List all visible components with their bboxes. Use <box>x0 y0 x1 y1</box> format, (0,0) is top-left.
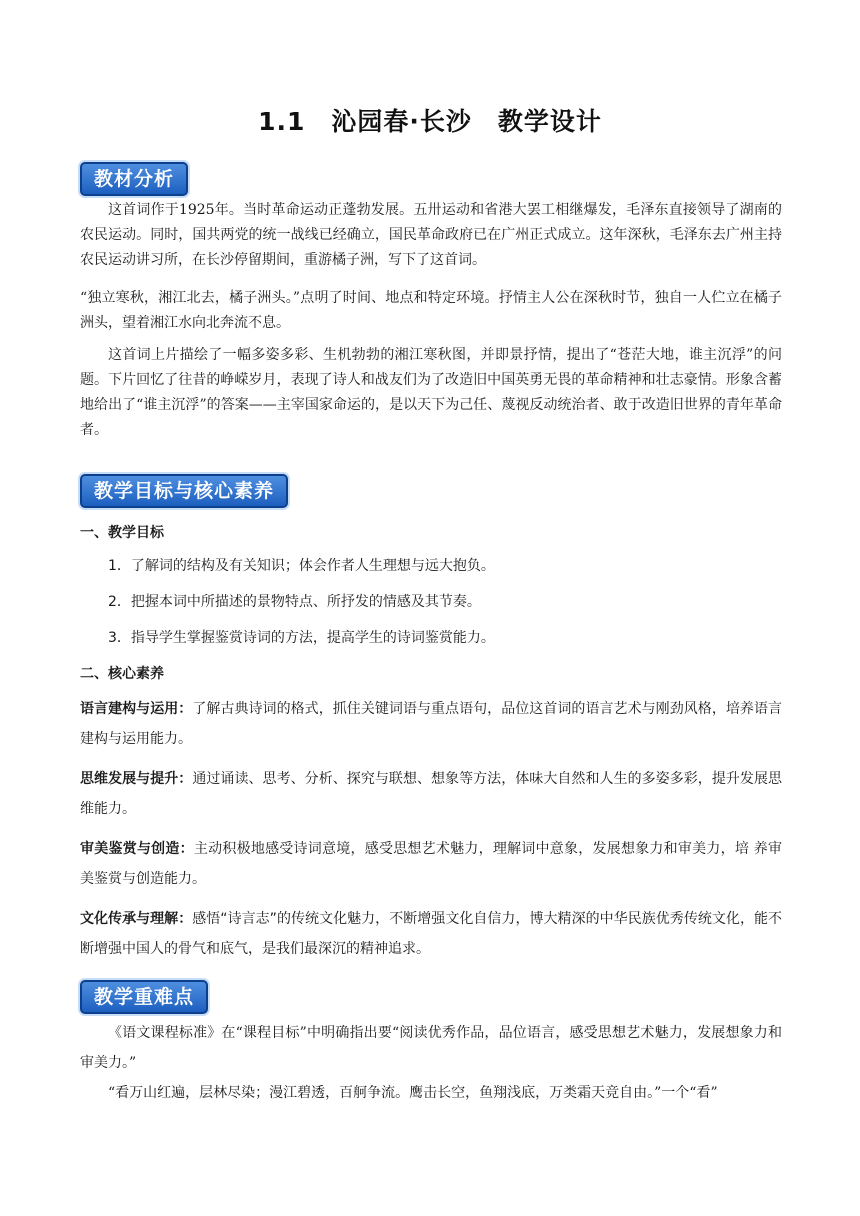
literacy-label: 审美鉴赏与创造： <box>80 841 194 857</box>
literacy-item-3 <box>80 834 782 894</box>
literacy-text: 通过诵读、思考、分析、探究与联想、想象等方法，体味大自然和人生的多姿多彩，提升发展思维能力。 <box>80 771 782 817</box>
literacy-label: 文化传承与理解： <box>80 911 193 927</box>
literacy-text: 感悟“诗言志”的传统文化魅力，不断增强文化自信力，博大精深的中华民族优秀传统文化，能不断增强中国人的骨气和底气，是我们最深沉的精神追求。 <box>80 911 783 957</box>
literacy-text: 了解古典诗词的格式，抓住关键词语与重点语句，品位这首词的语言艺术与刚劲风格，培养语言建构与运用能力。 <box>80 701 782 747</box>
analysis-paragraph-1: 这首词作于1925年。当时革命运动正蓬勃发展。五卅运动和省港大罢工相继爆发，毛泽东直接领导了湖南的农民运动。同时，国共两党的统一战线已经确立，国民革命政府已在广州正式成立。这年深秋，毛泽东去广州主持农民运动讲习所，在长沙停留期间，重游橘子洲，写下了这首词。 <box>80 202 782 268</box>
section-badge-goals: 教学目标与核心素养 <box>80 474 288 508</box>
goals-heading: 一、教学目标 <box>80 525 164 541</box>
analysis-paragraph-2: “独立寒秋，湘江北去，橘子洲头。”点明了时间、地点和特定环境。抒情主人公在深秋时节，独自一人伫立在橘子洲头，望着湘江水向北奔流不息。 <box>80 290 782 331</box>
literacy-heading: 二、核心素养 <box>80 666 164 682</box>
literacy-item-1 <box>80 694 782 754</box>
literacy-text: 主动积极地感受诗词意境，感受思想艺术魅力，理解词中意象，发展想象力和审美力，培 养审美鉴赏与创造能力。 <box>80 841 783 887</box>
literacy-item-4 <box>80 904 782 964</box>
goal-item-3: 3．指导学生掌握鉴赏诗词的方法，提高学生的诗词鉴赏能力。 <box>108 630 495 646</box>
section-badge-analysis: 教材分析 <box>80 162 188 196</box>
analysis-paragraph-3: 这首词上片描绘了一幅多姿多彩、生机勃勃的湘江寒秋图，并即景抒情，提出了“苍茫大地，谁主沉浮”的问题。下片回忆了往昔的峥嵘岁月，表现了诗人和战友们为了改造旧中国英勇无畏的革命精神和壮志豪情。形象含蓄地给出了“谁主沉浮”的答案——主宰国家命运的，是以天下为己任、蔑视反动统治者、敢于改造旧世界的青年革命者。 <box>80 347 782 438</box>
section-badge-key-points: 教学重难点 <box>80 980 208 1014</box>
literacy-label: 思维发展与提升： <box>80 771 193 787</box>
literacy-label: 语言建构与运用： <box>80 701 193 717</box>
goal-item-1: 1．了解词的结构及有关知识；体会作者人生理想与远大抱负。 <box>108 558 495 574</box>
goal-item-2: 2．把握本词中所描述的景物特点、所抒发的情感及其节奏。 <box>108 594 481 610</box>
key-points-paragraph-1: 《语文课程标准》在“课程目标”中明确指出要“阅读优秀作品，品位语言，感受思想艺术魅力，发展想象力和审美力。” <box>80 1025 782 1071</box>
literacy-item-2 <box>80 764 782 824</box>
key-points-paragraph-2: “看万山红遍，层林尽染；漫江碧透，百舸争流。鹰击长空，鱼翔浅底，万类霜天竞自由。”一个“看” <box>108 1085 718 1101</box>
document-title: 1.1 沁园春·长沙 教学设计 <box>258 107 602 136</box>
